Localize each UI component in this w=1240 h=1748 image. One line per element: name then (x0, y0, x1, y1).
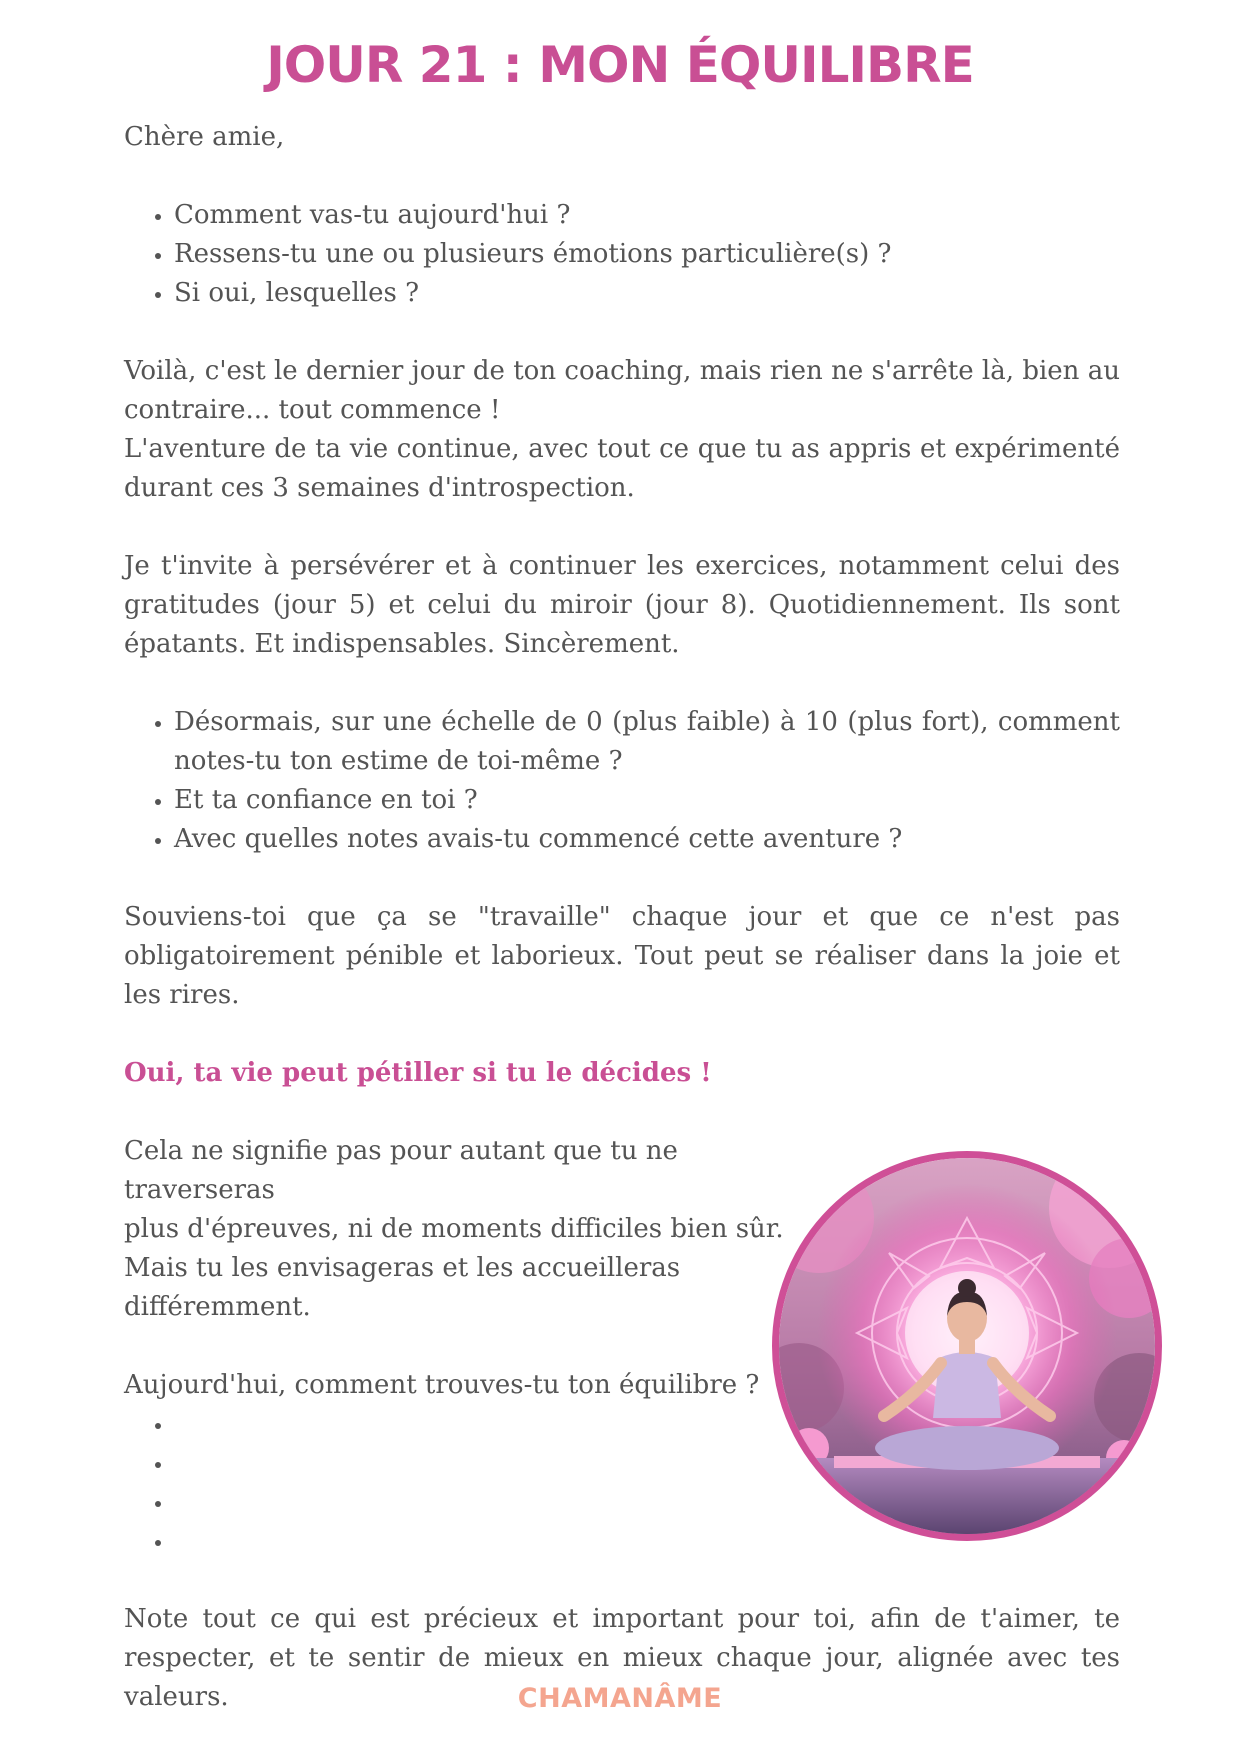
brand-footer: CHAMANÂME (517, 1683, 723, 1714)
list-item: • Et ta confiance en toi ? (174, 781, 1120, 820)
list-item: • Avec quelles notes avais-tu commencé cette aventure ? (174, 820, 1120, 859)
list-item: • Comment vas-tu aujourd'hui ? (174, 196, 1120, 235)
paragraph-line: différemment. (124, 1292, 311, 1322)
paragraph-line: Mais tu les envisageras et les accueilleras (124, 1253, 681, 1283)
greeting: Chère amie, (124, 122, 285, 152)
paragraph: L'aventure de ta vie continue, avec tout ce que tu as appris et expérimenté durant ces 3 semaines d'introspection. (124, 434, 1120, 503)
paragraph: Je t'invite à persévérer et à continuer les exercices, notamment celui des gratitudes (jour 5) et celui du miroir (jour 8). Quotidiennement. Ils sont épatants. Et indispensables. Sincèrement. (124, 551, 1120, 659)
paragraph: Note tout ce qui est précieux et important pour toi, afin de t'aimer, te respecter, et te sentir de mieux en mieux chaque jour, alignée avec tes valeurs. (124, 1604, 1120, 1712)
meditation-illustration (772, 1151, 1162, 1541)
list-item: • Si oui, lesquelles ? (174, 274, 1120, 313)
question-list-2 (124, 703, 1120, 859)
paragraph: Voilà, c'est le dernier jour de ton coaching, mais rien ne s'arrête là, bien au contraire... tout commence ! (124, 356, 1120, 425)
page-title: JOUR 21 : MON ÉQUILIBRE (266, 36, 974, 94)
question: Aujourd'hui, comment trouves-tu ton équilibre ? (124, 1370, 760, 1400)
list-item: • Ressens-tu une ou plusieurs émotions particulière(s) ? (174, 235, 1120, 274)
paragraph: Souviens-toi que ça se "travaille" chaque jour et que ce n'est pas obligatoirement pénible et laborieux. Tout peut se réaliser dans la joie et les rires. (124, 902, 1120, 1010)
paragraph-block (124, 1132, 824, 1327)
list-item: • Désormais, sur une échelle de 0 (plus faible) à 10 (plus fort), comment notes-tu ton estime de toi-même ? (174, 703, 1120, 781)
question-list-1 (124, 196, 1120, 313)
highlight-sentence: Oui, ta vie peut pétiller si tu le décides ! (124, 1058, 712, 1088)
paragraph-line: Cela ne signifie pas pour autant que tu ne traverseras (124, 1136, 678, 1205)
paragraph-line: plus d'épreuves, ni de moments difficiles bien sûr. (124, 1214, 784, 1244)
